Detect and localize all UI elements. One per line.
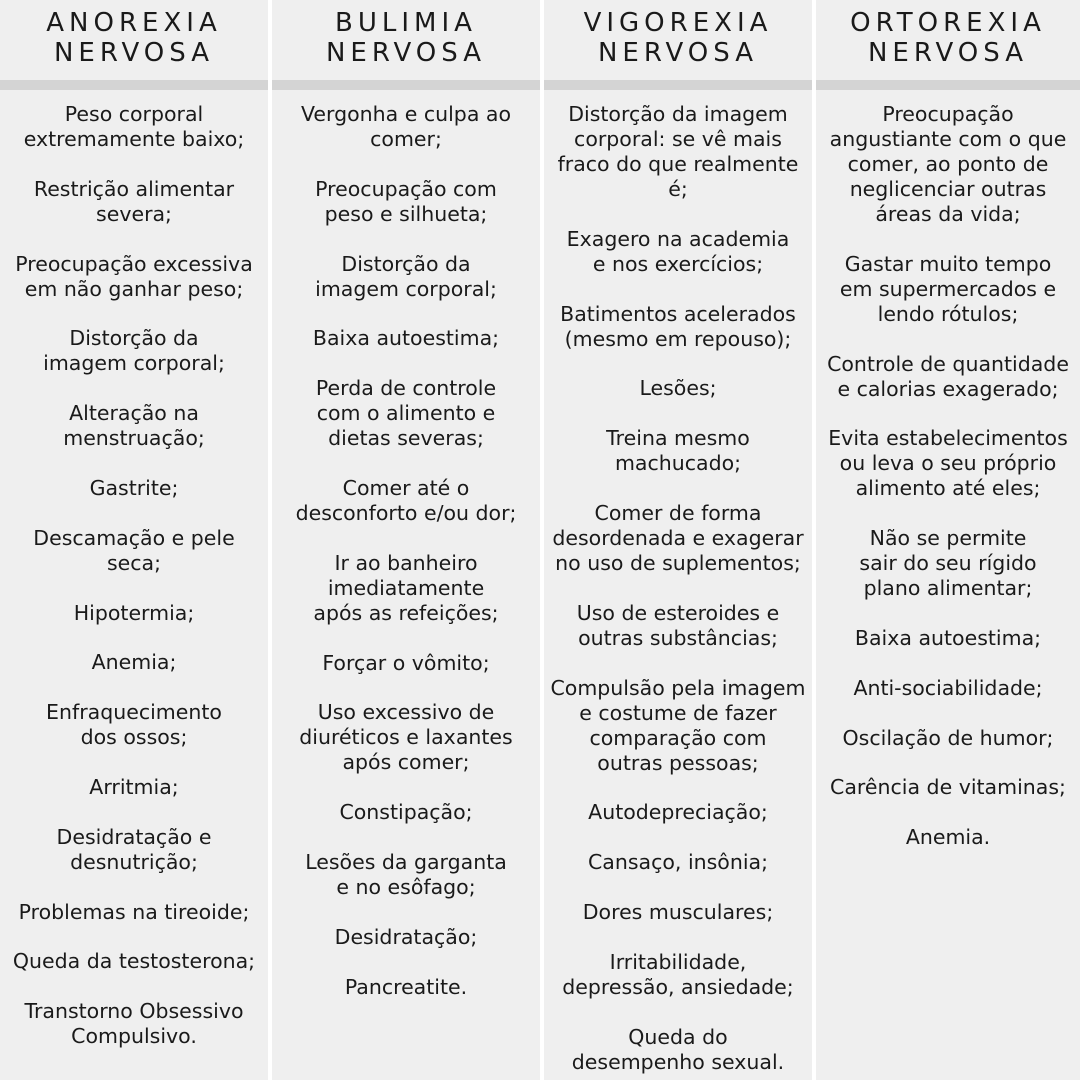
symptom-list [0, 90, 268, 1049]
column-header [0, 0, 268, 80]
symptom-item: Peso corporal extremamente baixo; [23, 102, 245, 151]
symptom-item: Gastrite; [89, 475, 179, 500]
symptom-item: Comer de forma desordenada e exagerar no uso de suplementos; [552, 500, 804, 575]
symptom-item: Comer até o desconforto e/ou dor; [295, 475, 517, 525]
symptom-item: Descamação e pele seca; [33, 525, 235, 575]
symptom-item: Perda de controle com o alimento e dietas severas; [315, 376, 497, 451]
symptom-item: Uso excessivo de diuréticos e laxantes após comer; [299, 700, 513, 775]
symptom-item: Desidratação e desnutrição; [56, 824, 212, 874]
symptom-list [816, 90, 1080, 850]
column-ortorexia [812, 0, 1080, 1080]
symptom-item: Preocupação excessiva em não ganhar peso; [15, 251, 253, 301]
symptom-item: Constipação; [339, 800, 473, 825]
symptom-item: Queda do desempenho sexual. [571, 1024, 785, 1074]
symptom-list [544, 90, 812, 1075]
column-title-line-2: NERVOSA [867, 38, 1029, 68]
symptom-item: Transtorno Obsessivo Compulsivo. [24, 999, 244, 1049]
column-header [272, 0, 540, 80]
column-header [816, 0, 1080, 80]
symptom-item: Desidratação; [334, 924, 478, 949]
symptom-item: Pancreatite. [344, 974, 468, 999]
column-title-line-1: ORTOREXIA [850, 8, 1046, 38]
column-title-line-2: NERVOSA [325, 38, 487, 68]
symptom-item: Autodepreciação; [588, 800, 768, 825]
symptom-item: Restrição alimentar severa; [33, 176, 235, 226]
symptom-item: Alteração na menstruação; [63, 401, 205, 451]
symptom-item: Queda da testosterona; [12, 949, 256, 974]
column-title-line-2: NERVOSA [53, 38, 215, 68]
symptom-item: Batimentos acelerados (mesmo em repouso); [560, 301, 796, 351]
column-title-line-2: NERVOSA [597, 38, 759, 68]
symptom-item: Anti-sociabilidade; [853, 675, 1043, 700]
symptom-item: Distorção da imagem corporal; [315, 251, 497, 301]
header-divider [544, 80, 812, 90]
symptom-item: Preocupação com peso e silhueta; [315, 176, 497, 226]
symptom-item: Compulsão pela imagem e costume de fazer comparação com outras pessoas; [550, 675, 806, 775]
symptom-item: Carência de vitaminas; [830, 775, 1066, 800]
symptom-item: Baixa autoestima; [854, 625, 1042, 650]
symptom-item: Preocupação angustiante com o que comer, ao ponto de neglicenciar outras áreas da vida; [829, 102, 1067, 226]
symptom-list [272, 90, 540, 1000]
header-divider [0, 80, 268, 90]
symptom-item: Exagero na academia e nos exercícios; [566, 226, 790, 276]
symptom-item: Gastar muito tempo em supermercados e lendo rótulos; [839, 251, 1057, 326]
symptom-item: Hipotermia; [73, 600, 195, 625]
symptom-item: Cansaço, insônia; [587, 850, 769, 875]
symptom-item: Problemas na tireoide; [18, 899, 250, 924]
symptom-item: Irritabilidade, depressão, ansiedade; [562, 949, 794, 999]
column-vigorexia [540, 0, 812, 1080]
symptom-item: Ir ao banheiro imediatamente após as refeições; [313, 550, 499, 625]
symptom-item: Dores musculares; [582, 899, 774, 924]
symptom-item: Enfraquecimento dos ossos; [46, 700, 222, 750]
symptom-item: Oscilação de humor; [842, 725, 1054, 750]
symptom-item: Lesões; [639, 376, 717, 401]
column-title-line-1: BULIMIA [335, 8, 477, 38]
symptom-item: Treina mesmo machucado; [606, 426, 750, 476]
symptom-item: Baixa autoestima; [312, 326, 500, 351]
symptom-item: Não se permite sair do seu rígido plano alimentar; [859, 526, 1037, 601]
symptom-item: Uso de esteroides e outras substâncias; [576, 600, 780, 650]
symptom-item: Forçar o vômito; [322, 650, 490, 675]
symptom-item: Distorção da imagem corporal: se vê mais fraco do que realmente é; [557, 102, 799, 201]
symptom-item: Controle de quantidade e calorias exagerado; [827, 351, 1069, 401]
column-title-line-1: VIGOREXIA [583, 8, 773, 38]
header-divider [816, 80, 1080, 90]
symptom-item: Lesões da garganta e no esôfago; [305, 849, 507, 899]
column-header [544, 0, 812, 80]
symptom-item: Vergonha e culpa ao comer; [300, 102, 511, 151]
column-bulimia [268, 0, 540, 1080]
column-title-line-1: ANOREXIA [46, 8, 222, 38]
symptom-item: Arritmia; [89, 774, 179, 799]
header-divider [272, 80, 540, 90]
column-anorexia [0, 0, 268, 1080]
symptom-item: Distorção da imagem corporal; [43, 326, 225, 376]
symptom-item: Anemia; [91, 650, 177, 675]
symptom-item: Evita estabelecimentos ou leva o seu próprio alimento até eles; [828, 426, 1068, 501]
symptom-item: Anemia. [905, 825, 991, 850]
